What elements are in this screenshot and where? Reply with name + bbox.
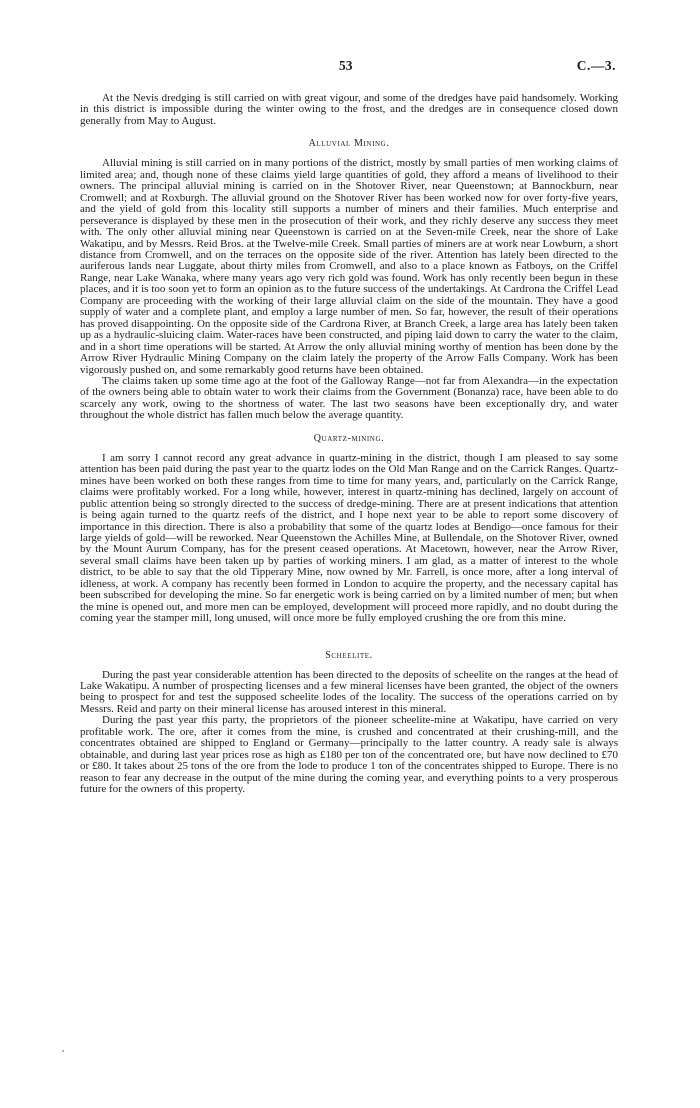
page-header: [0, 58, 700, 78]
page-body: [80, 93, 618, 796]
section-heading-quartz: Quartz-mining.: [313, 432, 385, 444]
series-code: C.—3.: [576, 58, 616, 73]
intro-paragraph: At the Nevis dredging is still carried on with great vigour, and some of the dredges have paid handsomely. Working in this district is impossible during the winter owing to the frost, and the dredges are in consequence closed down generally from May to August.: [80, 92, 618, 127]
section-spacer: [80, 625, 618, 639]
alluvial-paragraph-2: The claims taken up some time ago at the foot of the Galloway Range—not far from Alexandra—in the expectation of the owners being able to obtain water to work their claims from the Government (Bonanza) race, have been able to do scarcely any work, owing to the shortness of water. The last two seasons have been exceptionally dry, and water throughout the whole district has fallen much below the average quantity.: [80, 374, 618, 422]
section-heading-alluvial: Alluvial Mining.: [308, 138, 390, 150]
section-heading-scheelite: Scheelite.: [325, 649, 373, 661]
page-number: 53: [339, 58, 353, 73]
scheelite-paragraph-1: During the past year considerable attention has been directed to the deposits of scheelite on the ranges at the head of Lake Wakatipu. A number of prospecting licenses and a few mineral licenses have been granted, the object of the owners being to prospect for and test the supposed scheelite lodes of the locality. The success of the operations carried on by Messrs. Reid and party on their mineral license has aroused interest in this mineral.: [80, 668, 618, 715]
quartz-paragraph: I am sorry I cannot record any great advance in quartz-mining in the district, though I am pleased to say some attention has been paid during the past year to the quartz lodes on the Old Man Range and on the Carrick Ranges. Quartz-mines have been worked on both these ranges from time to time for many years, and, particularly on the Carrick Range, claims were profitably worked. For a long while, however, interest in quartz-mining has declined, largely on account of public attention being so strongly directed to the success of dredge-mining. There are at present indications that attention is being again turned to the quartz reefs of the district, and I hope next year to be able to report some discovery of importance in this direction. There is also a probability that some of the quartz lodes at Bendigo—once famous for their large yields of gold—will be reworked. Near Queenstown the Achilles Mine, at Bullendale, on the Shotover River, owned by the Mount Aurum Company, has for the present ceased operations. At Macetown, however, near the Arrow River, several small claims have been taken up by parties of working miners. I am glad, as a matter of interest to the whole district, to be able to say that the old Tipperary Mine, now owned by Mr. Farrell, is once more, after a long interval of idleness, at work. A company has recently been formed in London to acquire the property, and the necessary capital has been subscribed for developing the mine. So far energetic work is being carried on by a limited number of men; but when the mine is opened out, and more men can be employed, development will proceed more rapidly, and no doubt during the coming year the stamper mill, long unused, will once more be fully employed crushing the ore from this mine.: [80, 451, 618, 625]
scheelite-paragraph-2: During the past year this party, the proprietors of the pioneer scheelite-mine at Wakatipu, have carried on very profitable work. The ore, after it comes from the mine, is crushed and concentrated at their crushing-mill, and the concentrates obtained are shipped to England or Germany—principally to the latter country. A ready sale is always obtainable, and during last year prices rose as high as £180 per ton of the concentrated ore, but have now declined to £70 or £80. It takes about 25 tons of the ore from the lode to produce 1 ton of the concentrates shipped to Europe. There is no reason to fear any decrease in the output of the mine during the coming year, and everything points to a very prosperous future for the owners of this property.: [80, 714, 618, 796]
alluvial-paragraph-1: Alluvial mining is still carried on in many portions of the district, mostly by small parties of men working claims of limited area; and, though none of these claims yield large quantities of gold, they afford a means of livelihood to their owners. The principal alluvial mining is carried on in the Shotover River, near Queenstown; at Bannockburn, near Cromwell; and at Roxburgh. The alluvial ground on the Shotover River has been worked now for over forty-five years, and the yield of gold from this locality still supports a number of miners and their families. Much enterprise and perseverance is displayed by these men in the prosecution of their work, and they richly deserve any success they meet with. The only other alluvial mining near Queenstown is carried on at the Seven-mile Creek, near the shore of Lake Wakatipu, and by Messrs. Reid Bros. at the Twelve-mile Creek. Small parties of miners are at work near Lowburn, a short distance from Cromwell, and on the terraces on the opposite side of the river. Attention has lately been directed to the auriferous lands near Luggate, about thirty miles from Cromwell, and also to a place known as Fatboys, on the Criffel Range, near Lake Wanaka, where many years ago very rich gold was found. Work has only recently been begun in these places, and it is too soon yet to form an opinion as to the future success of the undertakings. At Cardrona the Criffel Lead Company are proceeding with the working of their large alluvial claim on the side of the mountain. They have a good supply of water and a complete plant, and employ a large number of men. So far, however, the result of their operations has proved disappointing. On the opposite side of the Cardrona River, at Branch Creek, a large area has lately been taken up as a hydraulic-sluicing claim. Water-races have been constructed, and piping laid down to carry the water to the claim, and in a short time operations will be started. At Arrow the only alluvial mining worthy of mention has been done by the Arrow River Hydraulic Mining Company on the claim lately the property of the Arrow Falls Company. Work has been vigorously pushed on, and some remarkably good returns have been obtained.: [80, 157, 618, 376]
scan-speck: [62, 1050, 64, 1052]
